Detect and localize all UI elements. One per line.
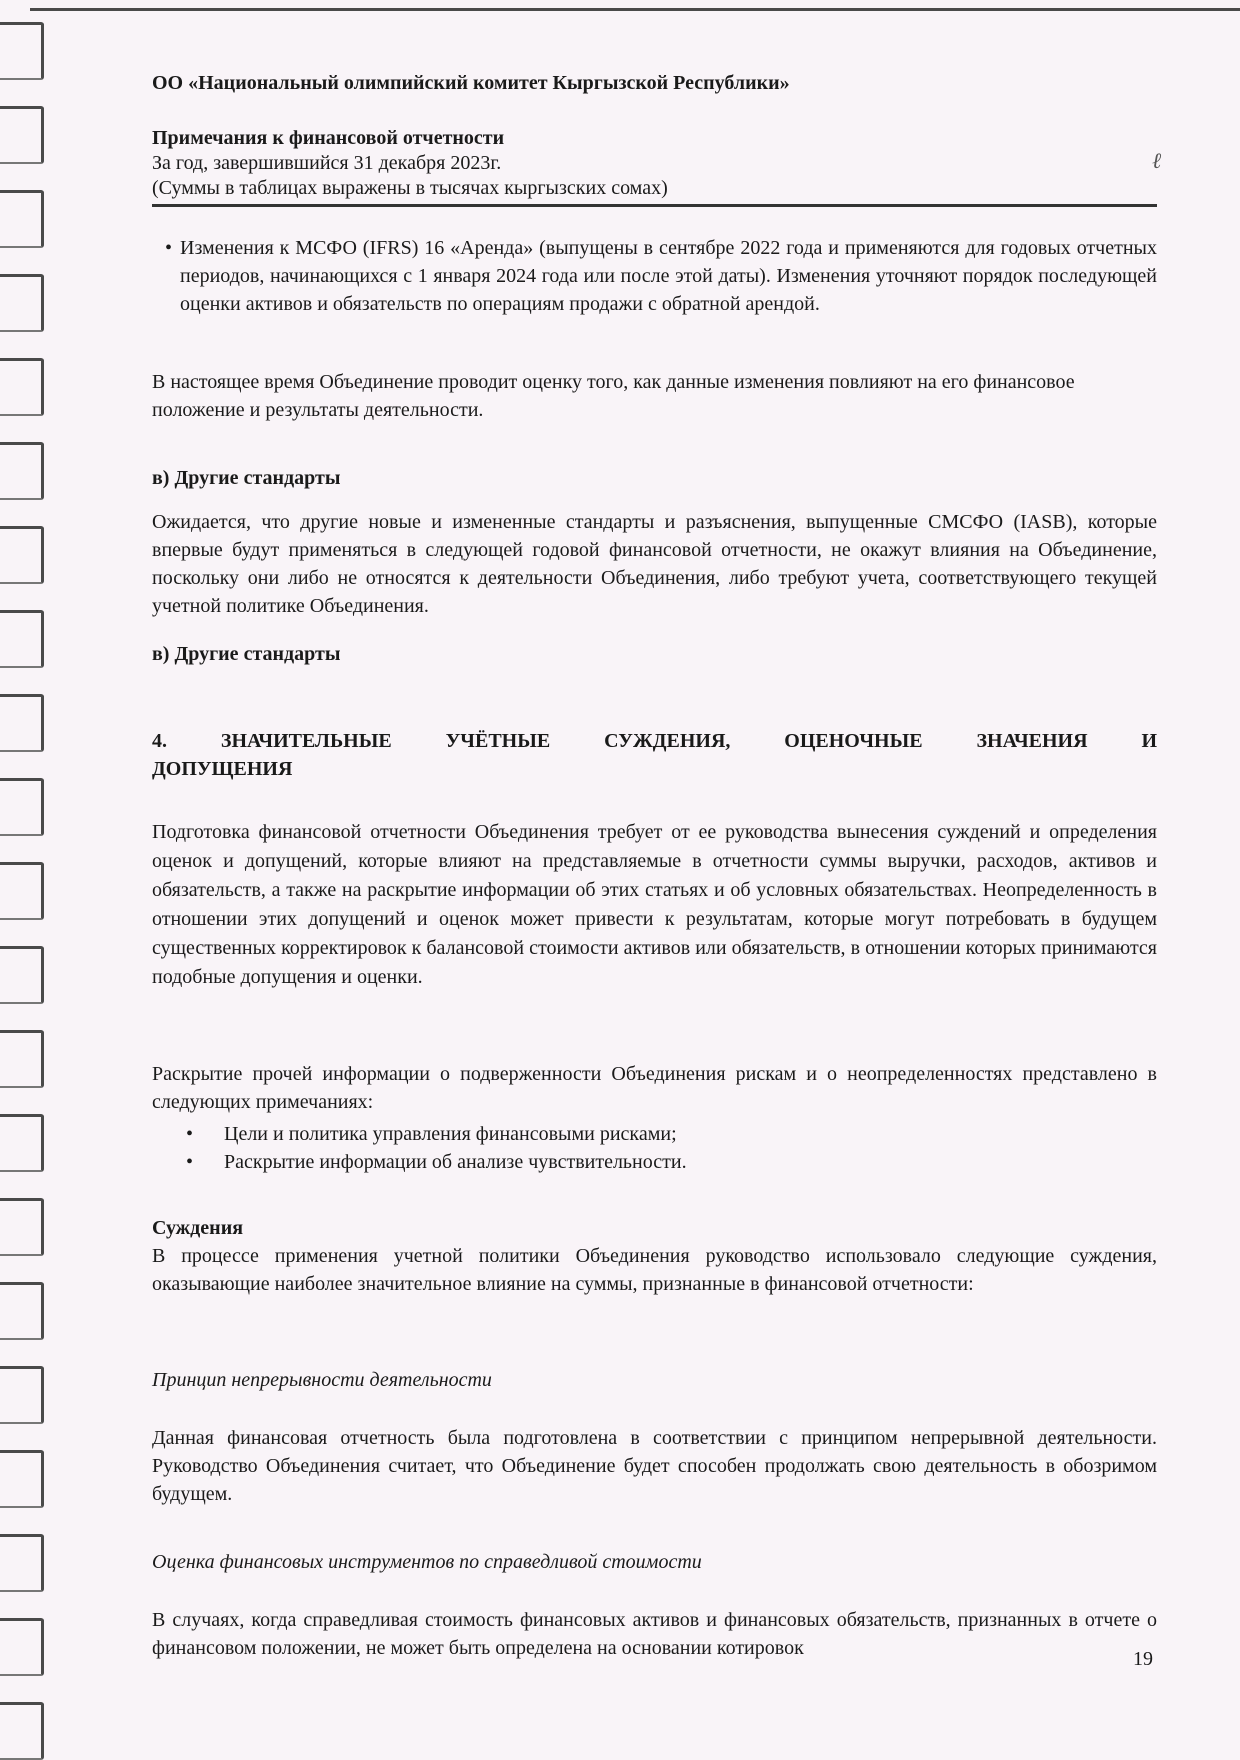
ifrs16-bullet (152, 234, 1157, 318)
section-title-word: УЧЁТНЫЕ (445, 730, 551, 752)
binding-ring (0, 1030, 44, 1088)
binding-ring (0, 22, 44, 80)
other-standards-paragraph: Ожидается, что другие новые и измененные стандарты и разъяснения, выпущенные СМСФО (IASB), которые впервые будут применяться в следующей годовой финансовой отчетности, не окажут влияния на Объединение, поскольку они либо не относятся к деятельности Объединения, либо требуют учета, соответствующего текущей учетной политике Объединения. (152, 511, 1157, 617)
list-item-text: Цели и политика управления финансовыми рисками; (224, 1123, 677, 1145)
judgments-paragraph: В процессе применения учетной политики Объединения руководство использовало следующие суждения, оказывающие наиболее значительное влияние на суммы, признанные в финансовой отчетности: (152, 1245, 1157, 1295)
section-4-paragraph-2: Раскрытие прочей информации о подверженности Объединения рискам и о неопределенностях представлено в следующих примечаниях: (152, 1063, 1157, 1113)
section-title-word: СУЖДЕНИЯ, (604, 730, 731, 752)
fair-value-paragraph: В случаях, когда справедливая стоимость финансовых активов и финансовых обязательств, признанных в отчете о финансовом положении, не может быть определена на основании котировок (152, 1609, 1157, 1659)
spiral-binding (0, 0, 48, 1755)
binding-ring (0, 862, 44, 920)
section-title-word: ОЦЕНОЧНЫЕ (784, 730, 923, 752)
other-standards-heading: в) Другие стандарты (152, 467, 341, 489)
assessment-paragraph: В настоящее время Объединение проводит оценку того, как данные изменения повлияют на его финансовое положение и результаты деятельности. (152, 371, 1075, 421)
judgments-heading: Суждения (152, 1217, 244, 1239)
section-4-paragraph-1: Подготовка финансовой отчетности Объединения требует от ее руководства вынесения суждений и определения оценок и допущений, которые влияют на представляемые в отчетности суммы выручки, расходов, активов и обязательств, а также на раскрытие информации об этих статьях и об условных обязательствах. Неопределенность в отношении этих допущений и оценок может привести к результатам, которые могут потребовать в будущем существенных корректировок к балансовой стоимости активов или обязательств, в отношении которых принимаются подобные допущения и оценки. (152, 821, 1157, 988)
section-title-word: ЗНАЧИТЕЛЬНЫЕ (220, 730, 392, 752)
binding-ring (0, 946, 44, 1004)
notes-list (152, 1120, 1157, 1176)
binding-ring (0, 1198, 44, 1256)
going-concern-paragraph: Данная финансовая отчетность была подготовлена в соответствии с принципом непрерывной деятельности. Руководство Объединения считает, что Объединение будет способен продолжать свою деятельность в обозримом будущем. (152, 1427, 1157, 1505)
currency-note: (Суммы в таблицах выражены в тысячах кыргызских сомах) (152, 177, 668, 199)
binding-ring (0, 106, 44, 164)
binding-ring (0, 274, 44, 332)
header-divider (152, 204, 1157, 207)
notes-title: Примечания к финансовой отчетности (152, 127, 505, 149)
bullet-text: Изменения к МСФО (IFRS) 16 «Аренда» (выпущены в сентябре 2022 года и применяются для годовых отчетных периодов, начинающихся с 1 января 2024 года или после этой даты). Изменения уточняют порядок последующей оценки активов и обязательств по операциям продажи с обратной арендой. (180, 237, 1157, 315)
binding-ring (0, 358, 44, 416)
binding-ring (0, 610, 44, 668)
bullet-marker: • (186, 1123, 194, 1145)
bullet-marker: • (164, 237, 172, 259)
other-standards-heading-repeat: в) Другие стандарты (152, 643, 341, 665)
binding-ring (0, 190, 44, 248)
binding-ring (0, 1114, 44, 1172)
list-item (152, 1120, 1157, 1148)
binding-ring (0, 1618, 44, 1676)
report-header (152, 126, 668, 201)
binding-ring (0, 694, 44, 752)
binding-ring (0, 1366, 44, 1424)
organization-title: ОО «Национальный олимпийский комитет Кыргызской Республики» (152, 72, 790, 94)
binding-ring (0, 1450, 44, 1508)
list-item (152, 1148, 1157, 1176)
page-top-edge (30, 8, 1240, 11)
handwritten-mark: ℓ (1152, 148, 1162, 173)
going-concern-heading: Принцип непрерывности деятельности (152, 1369, 492, 1391)
bullet-marker: • (186, 1151, 194, 1173)
section-4-title (152, 727, 1157, 783)
binding-ring (0, 1702, 44, 1760)
binding-ring (0, 1282, 44, 1340)
report-period: За год, завершившийся 31 декабря 2023г. (152, 152, 502, 174)
list-item-text: Раскрытие информации об анализе чувствительности. (224, 1151, 687, 1173)
binding-ring (0, 526, 44, 584)
section-title-line2: ДОПУЩЕНИЯ (152, 758, 293, 780)
binding-ring (0, 778, 44, 836)
fair-value-heading: Оценка финансовых инструментов по справедливой стоимости (152, 1551, 702, 1573)
section-title-word: И (1141, 730, 1157, 752)
binding-ring (0, 1534, 44, 1592)
binding-ring (0, 442, 44, 500)
section-title-word: ЗНАЧЕНИЯ (976, 730, 1088, 752)
section-number: 4. (152, 730, 167, 752)
page-number: 19 (1133, 1648, 1153, 1670)
